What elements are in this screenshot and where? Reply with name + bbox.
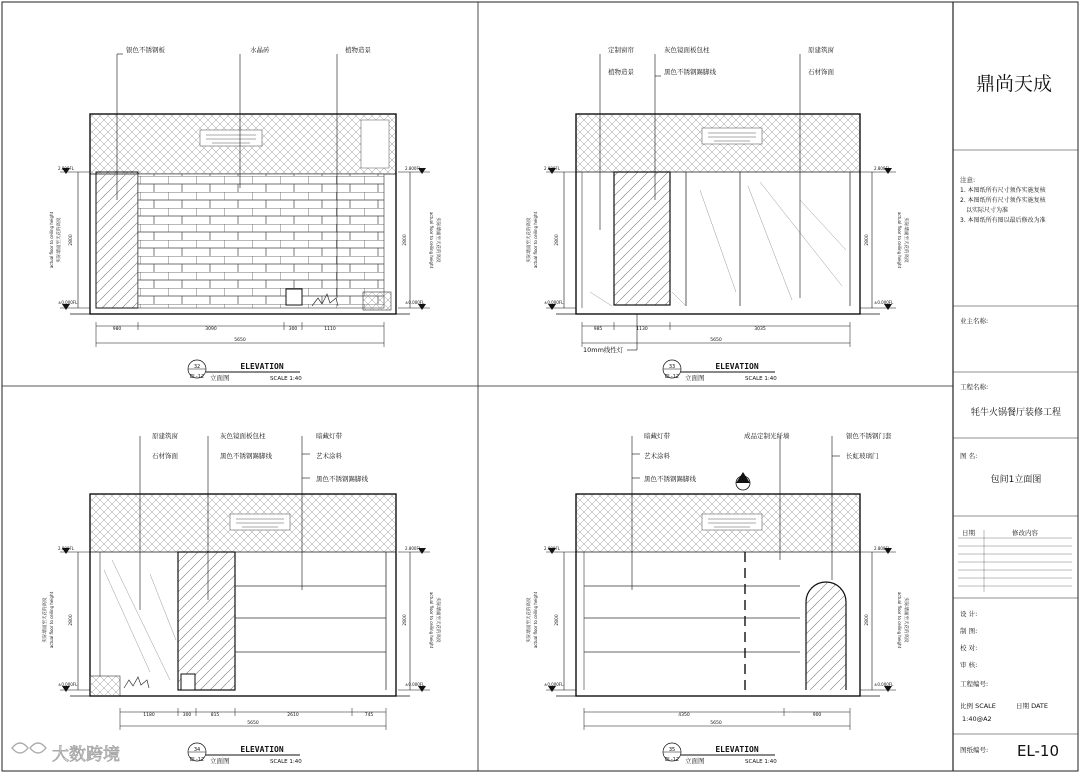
- dim-side: 2800: [555, 234, 560, 246]
- project-name: 牦牛火锅餐厅装修工程: [970, 408, 1062, 418]
- dim-value: 745: [364, 713, 374, 718]
- dim-side: 2800: [865, 234, 870, 246]
- side-label: 实际墙面至天花的高度: [903, 597, 908, 643]
- callout-label: 石材饰面: [152, 452, 178, 460]
- view-title: ELEVATION: [715, 362, 759, 371]
- dim-side: 2800: [865, 614, 870, 626]
- side-label: 实际墙面至天花的高度: [43, 597, 48, 643]
- dim-side: 2800: [555, 614, 560, 626]
- callout-label: 黑色不锈钢踢脚线: [316, 475, 368, 483]
- dim-value: 4350: [678, 713, 690, 718]
- callout-label: 长虹玻璃门: [846, 452, 879, 460]
- dim-value: 1180: [143, 713, 155, 718]
- design-label: 设 计:: [960, 610, 978, 618]
- callout-label: 10mm线性灯: [583, 346, 624, 354]
- dim-total: 5650: [710, 338, 722, 343]
- title-block-text: [960, 73, 1061, 760]
- dim-total: 5650: [234, 338, 246, 343]
- side-label-en: actual floor to ceiling height: [49, 591, 54, 649]
- view-scale: SCALE 1:40: [270, 759, 302, 765]
- sheet-number: EL-10: [1016, 742, 1060, 760]
- dim-side: 2800: [69, 234, 74, 246]
- revision-content-header: 修改内容: [1012, 529, 1038, 537]
- dim-value: 3035: [754, 327, 766, 332]
- drawing-label: 图 名:: [960, 452, 978, 460]
- side-label-en: actual floor to ceiling height: [897, 211, 902, 269]
- level-bottom: ±0.000FL: [874, 682, 894, 687]
- callout-label: 艺术涂料: [644, 452, 670, 460]
- callout-label: 黑色不锈钢踢脚线: [220, 452, 272, 460]
- level-bottom: ±0.000FL: [874, 300, 894, 305]
- callout-label: 植物造景: [608, 68, 634, 76]
- watermark: [12, 743, 120, 765]
- view-subtitle: 立面图: [685, 757, 705, 765]
- level-top: 2.800FL: [874, 546, 890, 551]
- dim-value: 980: [112, 327, 122, 332]
- view-ref: EL-12: [189, 374, 205, 380]
- side-label: 实际墙面至天花的高度: [57, 217, 62, 263]
- view-number: 34: [193, 747, 201, 753]
- side-label: 实际墙面至天花的高度: [435, 217, 440, 263]
- callout-label: 暗藏灯带: [316, 432, 342, 440]
- callout-label: 灰色镜面板包柱: [664, 46, 710, 54]
- note-line: 3. 本图纸所有图以最后修改为准: [960, 217, 1046, 224]
- side-label-en: actual floor to ceiling height: [897, 591, 902, 649]
- dim-value: 1110: [324, 327, 336, 332]
- project-label: 工程名称:: [960, 383, 989, 391]
- level-top: 2.800FL: [58, 166, 74, 171]
- view-subtitle: 立面图: [685, 374, 705, 382]
- callout-label: 植物造景: [345, 46, 371, 54]
- callout-label: 黑色不锈钢踢脚线: [664, 68, 716, 76]
- callout-label: 银色不锈钢门套: [846, 432, 892, 440]
- view-ref: EL-12: [664, 374, 680, 380]
- dim-value: 1130: [636, 327, 648, 332]
- review-label: 审 核:: [960, 661, 978, 669]
- view-subtitle: 立面图: [210, 374, 230, 382]
- callout-label: 艺术涂料: [316, 452, 342, 460]
- dim-total: 5650: [710, 721, 722, 726]
- side-label-en: actual floor to ceiling height: [429, 591, 434, 649]
- callout-label: 黑色不锈钢踢脚线: [644, 475, 696, 483]
- callout-label: 灰色镜面板包柱: [220, 432, 266, 440]
- level-bottom: ±0.000FL: [58, 300, 78, 305]
- elevation-35: [546, 436, 896, 761]
- dim-side: 2800: [69, 614, 74, 626]
- side-label: 实际墙面至天花的高度: [527, 217, 532, 263]
- side-label-en: actual floor to ceiling height: [533, 211, 538, 269]
- callout-label: 水晶砖: [250, 46, 270, 54]
- callout-label: 成品定制光纤墙: [744, 432, 790, 440]
- company-name: 鼎尚天成: [975, 73, 1053, 95]
- dim-value: 815: [210, 713, 220, 718]
- level-top: 2.800FL: [544, 166, 560, 171]
- drawing-name: 包间1立面图: [990, 475, 1042, 485]
- view-ref: EL-12: [189, 757, 205, 763]
- view-scale: SCALE 1:40: [270, 376, 302, 382]
- level-bottom: ±0.000FL: [405, 682, 425, 687]
- dim-value: 3090: [205, 327, 217, 332]
- dim-value: 900: [812, 713, 822, 718]
- view-title: ELEVATION: [240, 362, 284, 371]
- level-bottom: ±0.000FL: [544, 682, 564, 687]
- dim-value: 2610: [287, 713, 299, 718]
- date-label: 日期 DATE: [1016, 702, 1048, 710]
- dim-value: 985: [593, 327, 603, 332]
- note-line: 2. 本图纸所有尺寸须作实施复核: [960, 197, 1046, 204]
- view-number: 35: [668, 747, 676, 753]
- level-bottom: ±0.000FL: [58, 682, 78, 687]
- side-label: 实际墙面至天花的高度: [527, 597, 532, 643]
- note-line: 以实际尺寸为准: [966, 207, 1009, 214]
- watermark-text: 大数跨境: [52, 745, 120, 765]
- dim-side: 2800: [403, 614, 408, 626]
- callout-label: 暗藏灯带: [644, 432, 670, 440]
- view-title: ELEVATION: [240, 745, 284, 754]
- callout-label: 原建筑窗: [152, 432, 178, 440]
- level-top: 2.800FL: [874, 166, 890, 171]
- side-label-en: actual floor to ceiling height: [429, 211, 434, 269]
- draw-label: 制 图:: [960, 627, 978, 635]
- view-number: 32: [193, 364, 201, 370]
- dim-value: 300: [288, 327, 298, 332]
- level-bottom: ±0.000FL: [405, 300, 425, 305]
- sheet-number-label: 图纸编号:: [960, 746, 989, 754]
- level-top: 2.800FL: [405, 546, 421, 551]
- revision-date-header: 日期: [962, 529, 975, 537]
- scale-label: 比例 SCALE: [960, 702, 996, 710]
- dim-value: 300: [182, 713, 192, 718]
- dim-side: 2800: [403, 234, 408, 246]
- level-top: 2.800FL: [544, 546, 560, 551]
- view-subtitle: 立面图: [210, 757, 230, 765]
- side-label-en: actual floor to ceiling height: [533, 591, 538, 649]
- view-title: ELEVATION: [715, 745, 759, 754]
- level-bottom: ±0.000FL: [544, 300, 564, 305]
- level-top: 2.800FL: [58, 546, 74, 551]
- check-label: 校 对:: [960, 644, 978, 652]
- side-label-en: actual floor to ceiling height: [49, 211, 54, 269]
- dim-total: 5650: [247, 721, 259, 726]
- callout-label: 定制窗帘: [608, 46, 634, 54]
- project-number-label: 工程编号:: [960, 680, 989, 688]
- view-scale: SCALE 1:40: [745, 376, 777, 382]
- elevation-34: [60, 436, 430, 761]
- view-34-text: [41, 431, 442, 765]
- callout-label: 原建筑窗: [808, 46, 834, 54]
- notes-title: 注意:: [960, 176, 976, 184]
- view-35-text: [525, 431, 910, 765]
- view-ref: EL-12: [664, 757, 680, 763]
- view-scale: SCALE 1:40: [745, 759, 777, 765]
- level-top: 2.800FL: [405, 166, 421, 171]
- owner-label: 业主名称:: [960, 317, 989, 325]
- scale-value: 1:40@A2: [962, 715, 992, 723]
- side-label: 实际墙面至天花的高度: [435, 597, 440, 643]
- note-line: 1. 本图纸所有尺寸须作实施复核: [960, 187, 1046, 194]
- view-number: 33: [668, 364, 676, 370]
- callout-label: 银色不锈钢板: [126, 46, 165, 54]
- side-label: 实际墙面至天花的高度: [903, 217, 908, 263]
- view-33-text: [525, 45, 910, 382]
- callout-label: 石材饰面: [808, 68, 834, 76]
